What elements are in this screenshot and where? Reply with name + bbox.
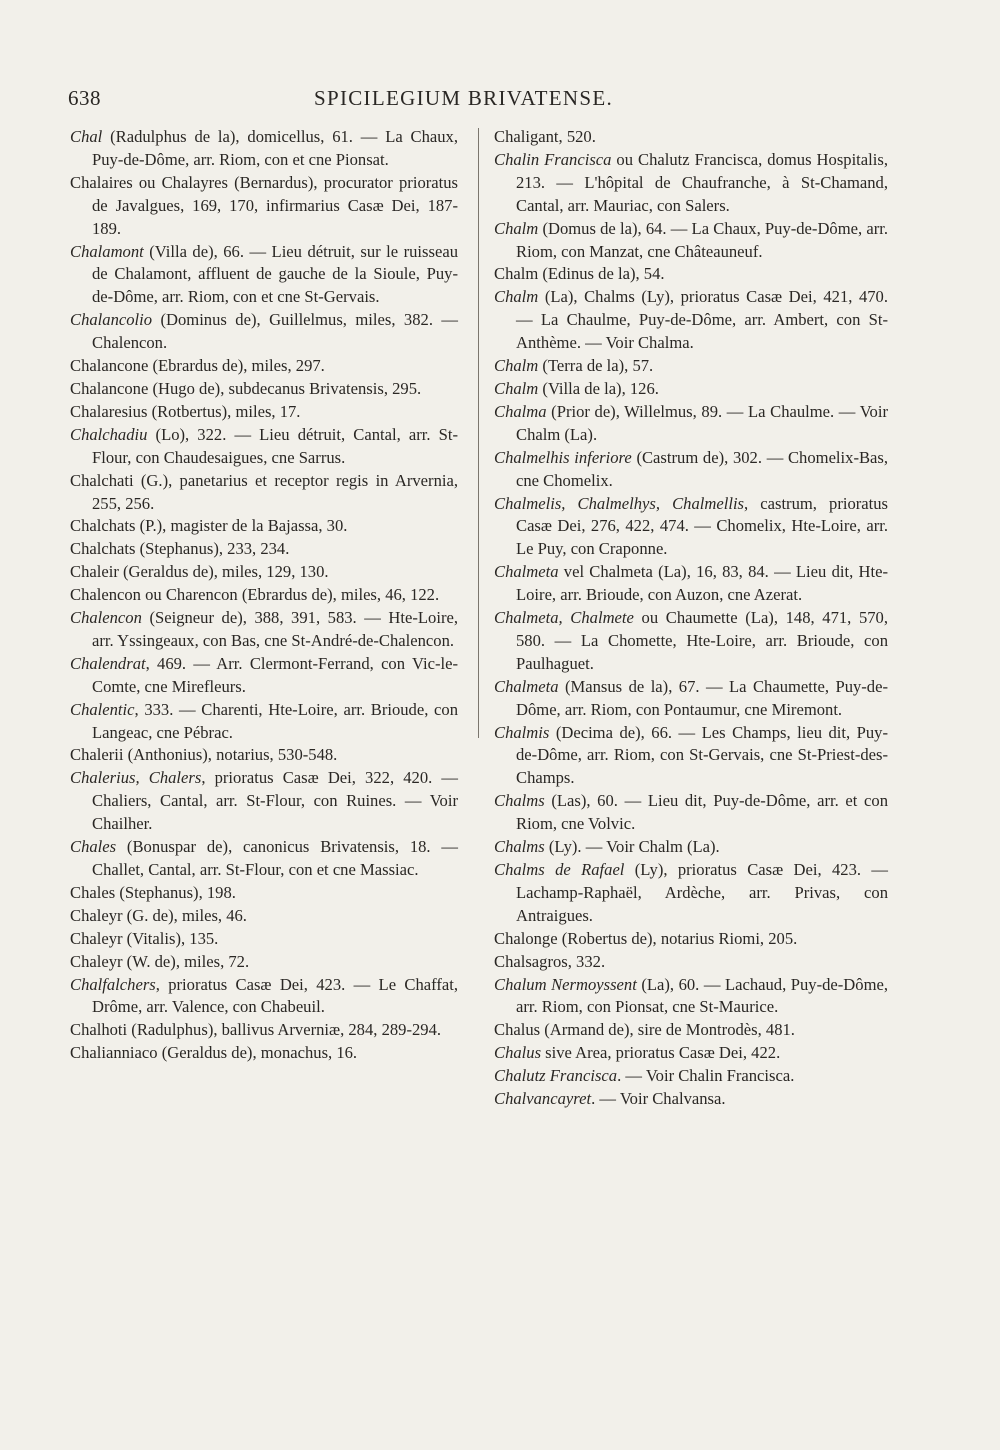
entry-text: (Robertus de), notarius Riomi, 205. [557,928,798,948]
index-entry [70,561,458,584]
index-entry [494,1065,888,1088]
entry-text: (Armand de), sire de Montrodès, 481. [540,1020,795,1040]
entry-text: (W. de), miles, 72. [122,951,250,971]
entry-headword: Chalus [494,1043,542,1063]
entry-text: (Domus de la), 64. — La Chaux, Puy-de-Dôme, arr. Riom, con Manzat, cne Châteauneuf. [516,218,888,261]
index-entry [70,928,458,951]
entry-text: (Anthonius), notarius, 530-548. [123,745,338,765]
entry-text: (Mansus de la), 67. — La Chaumette, Puy-de-Dôme, arr. Riom, con Pontaumur, cne Miremont. [516,676,888,719]
entry-text: (Villa de la), 126. [538,378,659,398]
index-entry [494,607,888,676]
entry-text: (Dominus de), Guillelmus, miles, 382. — Chalencon. [92,310,458,353]
index-entry [70,470,458,516]
index-entry [494,859,888,928]
entry-text: (G.), panetarius et receptor regis in Arvernia, 255, 256. [92,470,458,513]
entry-headword: Chalendrat [70,653,146,673]
index-entry [70,905,458,928]
index-entry [70,309,458,355]
entry-headword: Chales [70,837,117,857]
entry-headword: Chaleyr [70,951,123,971]
index-entry [70,172,458,241]
entry-text: (La), 60. — Lachaud, Puy-de-Dôme, arr. Riom, con Pionsat, cne St-Maurice. [516,974,888,1017]
entry-headword: Chalm [494,287,539,307]
entry-text: (Geraldus de), miles, 129, 130. [118,562,329,582]
entry-headword: Chalchati [70,470,134,490]
index-entry [494,378,888,401]
entry-headword: Chales [70,882,116,902]
entry-headword: Chalmeta [494,562,559,582]
index-entry [70,951,458,974]
index-entry [494,1088,888,1111]
index-entry [494,355,888,378]
index-entry [70,1042,458,1065]
index-entry [70,607,458,653]
entry-text: , prioratus Casæ Dei, 322, 420. — Chaliers, Cantal, arr. St-Flour, con Ruines. — Voir Chailher. [92,768,459,834]
entry-text: (P.), magister de la Bajassa, 30. [135,516,348,536]
index-entry [70,744,458,767]
entry-headword: Chalchadiu [70,424,148,444]
index-entry [70,1019,458,1042]
page-number: 638 [68,86,101,110]
entry-headword: Chalm [494,218,539,238]
entry-text: (Stephanus), 198. [115,882,236,902]
index-entry [494,790,888,836]
index-entry [70,538,458,561]
entry-headword: Chaleyr [70,905,123,925]
entry-text: (Radulphus de la), domicellus, 61. — La Chaux, Puy-de-Dôme, arr. Riom, con et cne Pionsat. [92,127,458,169]
entry-headword: Chalfalchers [70,974,156,994]
entry-headword: Chalm [494,356,539,376]
index-entry [494,493,888,562]
page-header [68,86,648,120]
entry-headword: Chalonge [494,928,558,948]
entry-headword: Chalaresius [70,401,148,421]
index-entry [494,722,888,791]
index-entry [70,584,458,607]
entry-text: (Villa de), 66. — Lieu détruit, sur le ruisseau de Chalamont, affluent de gauche de la Sioule, Puy-de-Dôme, arr. Riom, con et cne St-Gervais. [92,241,458,307]
entry-headword: Chalerius, Chalers [70,768,202,788]
entry-headword: Chalmis [494,722,550,742]
entry-headword: Chalmelhis inferiore [494,447,632,467]
entry-headword: Chalerii [70,745,124,765]
entry-headword: Chalentic [70,699,135,719]
entry-headword: Chalmeta, Chalmete [494,608,634,628]
running-title: SPICILEGIUM BRIVATENSE. [314,86,614,110]
index-entry [494,263,888,286]
entry-headword: Chalianniaco [70,1043,158,1063]
entry-text: (Lo), 322. — Lieu détruit, Cantal, arr. St-Flour, con Chaudesaigues, cne Sarrus. [92,424,458,467]
entry-text: , prioratus Casæ Dei, 423. — Le Chaffat, Drôme, arr. Valence, con Chabeuil. [92,974,458,1017]
entry-headword: Chalum Nermoyssent [494,974,637,994]
entry-text: (G. de), miles, 46. [122,905,247,925]
entry-headword: Chalencon [70,608,142,628]
index-entry [70,836,458,882]
index-entry [494,1019,888,1042]
index-entry [70,355,458,378]
entry-headword: Chalaires ou Chalayres [70,172,228,192]
index-entry [494,561,888,607]
entry-text: (Ebrardus de), miles, 297. [148,356,325,376]
entry-headword: Chalancone [70,356,149,376]
index-entry [70,241,458,310]
index-entry [70,515,458,538]
entry-text: , 332. [567,951,606,971]
index-entry [494,928,888,951]
entry-text: . — Voir Chalvansa. [591,1089,726,1109]
entry-headword: Chalchats [70,539,136,559]
index-entry [494,126,888,149]
entry-headword: Chalencon ou Charencon [70,585,238,605]
entry-headword: Chalutz Francisca [494,1066,618,1086]
entry-headword: Chaleyr [70,928,123,948]
entry-text: (Ly), prioratus Casæ Dei, 423. — Lachamp-Raphaël, Ardèche, arr. Privas, con Antraigues. [516,860,888,925]
index-entry [70,653,458,699]
entry-text: ou Chaumette (La), 148, 471, 570, 580. — La Chomette, Hte-Loire, arr. Brioude, con Paulhaguet. [516,608,888,673]
index-entry [70,767,458,836]
entry-text: . — Voir Chalin Francisca. [617,1066,795,1086]
entry-headword: Chalms [494,791,545,811]
entry-headword: Chaligant [494,127,559,146]
index-entry [70,378,458,401]
entry-headword: Chalancolio [70,310,153,330]
entry-text: (Stephanus), 233, 234. [135,539,290,559]
entry-text: (Hugo de), subdecanus Brivatensis, 295. [148,378,422,398]
entry-headword: Chalms [494,837,545,857]
index-entry [494,974,888,1020]
entry-text: (Vitalis), 135. [122,928,219,948]
entry-text: , 469. — Arr. Clermont-Ferrand, con Vic-le-Comte, cne Mirefleurs. [92,653,458,696]
index-entry [70,699,458,745]
index-entry [70,401,458,424]
index-entry [494,149,888,218]
left-column [70,126,458,1065]
entry-headword: Chalma [494,401,547,421]
entry-text: (Bonuspar de), canonicus Brivatensis, 18. — Challet, Cantal, arr. St-Flour, con et cne Massiac. [92,837,458,879]
index-entry [494,286,888,355]
entry-text: (Castrum de), 302. — Chomelix-Bas, cne Chomelix. [516,447,889,490]
entry-headword: Chalsagros [494,951,568,971]
entry-text: vel Chalmeta (La), 16, 83, 84. — Lieu dit, Hte-Loire, arr. Brioude, con Auzon, cne Azerat. [516,562,888,605]
entry-text: (Rotbertus), miles, 17. [147,401,301,421]
index-entry [70,882,458,905]
entry-text: (La), Chalms (Ly), prioratus Casæ Dei, 421, 470. — La Chaulme, Puy-de-Dôme, arr. Ambert, con St-Anthème. — Voir Chalma. [516,287,888,353]
entry-headword: Chalm [494,264,539,284]
index-entry [494,1042,888,1065]
entry-text: (Terra de la), 57. [538,356,654,376]
entry-headword: Chalancone [70,378,149,398]
entry-headword: Chal [70,127,103,146]
index-entry [494,218,888,264]
entry-headword: Chalmeta [494,676,559,696]
entry-headword: Chalus [494,1020,541,1040]
index-entry [494,401,888,447]
entry-text: (Ebrardus de), miles, 46, 122. [237,585,440,605]
entry-headword: Chalms de Rafael [494,860,625,879]
entry-headword: Chalamont [70,241,144,261]
entry-text: (Geraldus de), monachus, 16. [157,1043,358,1063]
entry-headword: Chalhoti [70,1020,128,1040]
entry-headword: Chalvancayret [494,1089,592,1109]
column-divider [478,128,479,738]
index-entry [70,974,458,1020]
entry-text: (Bernardus), procurator prioratus de Javalgues, 169, 170, infirmarius Casæ Dei, 187-189. [92,172,458,238]
entry-headword: Chalchats [70,516,136,536]
entry-text: ou Chalutz Francisca, domus Hospitalis, 213. — L'hôpital de Chaufranche, à St-Chamand, Cantal, arr. Mauriac, con Salers. [516,149,888,215]
entry-headword: Chalm [494,378,539,398]
index-entry [70,126,458,172]
entry-headword: Chalmelis, Chalmelhys, Chalmellis [494,493,745,513]
entry-text: (Edinus de la), 54. [538,264,665,284]
index-entry [70,424,458,470]
entry-text: (Seigneur de), 388, 391, 583. — Hte-Loire, arr. Yssingeaux, con Bas, cne St-André-de-Chalencon. [92,608,458,650]
entry-text: , 520. [558,127,596,146]
entry-text: , castrum, prioratus Casæ Dei, 276, 422, 474. — Chomelix, Hte-Loire, arr. Le Puy, con Craponne. [516,493,889,559]
entry-text: , 333. — Charenti, Hte-Loire, arr. Brioude, con Langeac, cne Pébrac. [92,699,458,742]
entry-text: (Radulphus), ballivus Arverniæ, 284, 289-294. [127,1020,442,1040]
index-entry [494,951,888,974]
index-entry [494,676,888,722]
entry-text: (Las), 60. — Lieu dit, Puy-de-Dôme, arr. et con Riom, cne Volvic. [516,791,888,834]
entry-text: (Prior de), Willelmus, 89. — La Chaulme. — Voir Chalm (La). [516,401,888,444]
right-column [494,126,888,1111]
entry-text: (Ly). — Voir Chalm (La). [544,837,720,857]
entry-headword: Chaleir [70,562,119,582]
index-entry [494,836,888,859]
entry-text: sive Area, prioratus Casæ Dei, 422. [541,1043,781,1063]
entry-text: (Decima de), 66. — Les Champs, lieu dit, Puy-de-Dôme, arr. Riom, con St-Gervais, cne St-Priest-des-Champs. [516,722,888,788]
entry-headword: Chalin Francisca [494,149,612,169]
index-entry [494,447,888,493]
